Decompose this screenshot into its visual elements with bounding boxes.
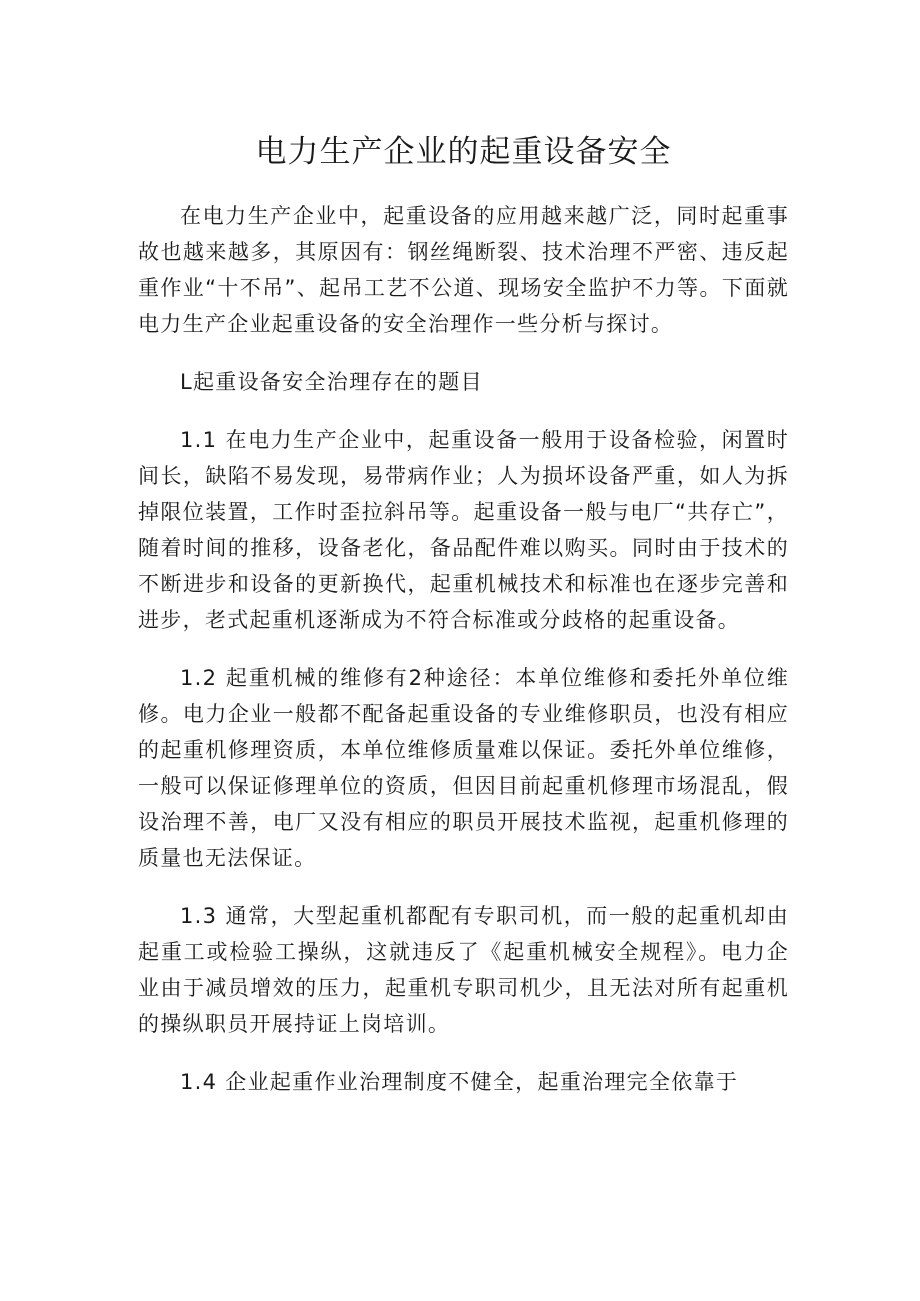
- section-heading-1: L起重设备安全治理存在的题目: [180, 370, 483, 394]
- paragraph-1-3: 1.3 通常，大型起重机都配有专职司机，而一般的起重机却由起重工或检验工操纵，这就违反了《起重机械安全规程》。电力企业由于减员增效的压力，起重机专职司机少，且无法对所有起重机的操纵职员开展持证上岗培训。: [138, 904, 789, 1036]
- paragraph-1-1: 1.1 在电力生产企业中，起重设备一般用于设备检验，闲置时间长，缺陷不易发现，易带病作业；人为损坏设备严重，如人为拆掉限位装置，工作时歪拉斜吊等。起重设备一般与电厂“共存亡”，随着时间的推移，设备老化，备品配件难以购买。同时由于技术的不断进步和设备的更新换代，起重机械技术和标准也在逐步完善和进步，老式起重机逐渐成为不符合标准或分歧格的起重设备。: [138, 428, 789, 632]
- paragraph-1-4: 1.4 企业起重作业治理制度不健全，起重治理完全依靠于: [180, 1070, 739, 1094]
- document-title: 电力生产企业的起重设备安全: [255, 134, 672, 170]
- intro-paragraph: 在电力生产企业中，起重设备的应用越来越广泛，同时起重事故也越来越多，其原因有：钢丝绳断裂、技术治理不严密、违反起重作业“十不吊”、起吊工艺不公道、现场安全监护不力等。下面就电力生产企业起重设备的安全治理作一些分析与探讨。: [138, 204, 789, 336]
- paragraph-1-2: 1.2 起重机械的维修有2种途径：本单位维修和委托外单位维修。电力企业一般都不配备起重设备的专业维修职员，也没有相应的起重机修理资质，本单位维修质量难以保证。委托外单位维修，一般可以保证修理单位的资质，但因目前起重机修理市场混乱，假设治理不善，电厂又没有相应的职员开展技术监视，起重机修理的质量也无法保证。: [138, 666, 789, 870]
